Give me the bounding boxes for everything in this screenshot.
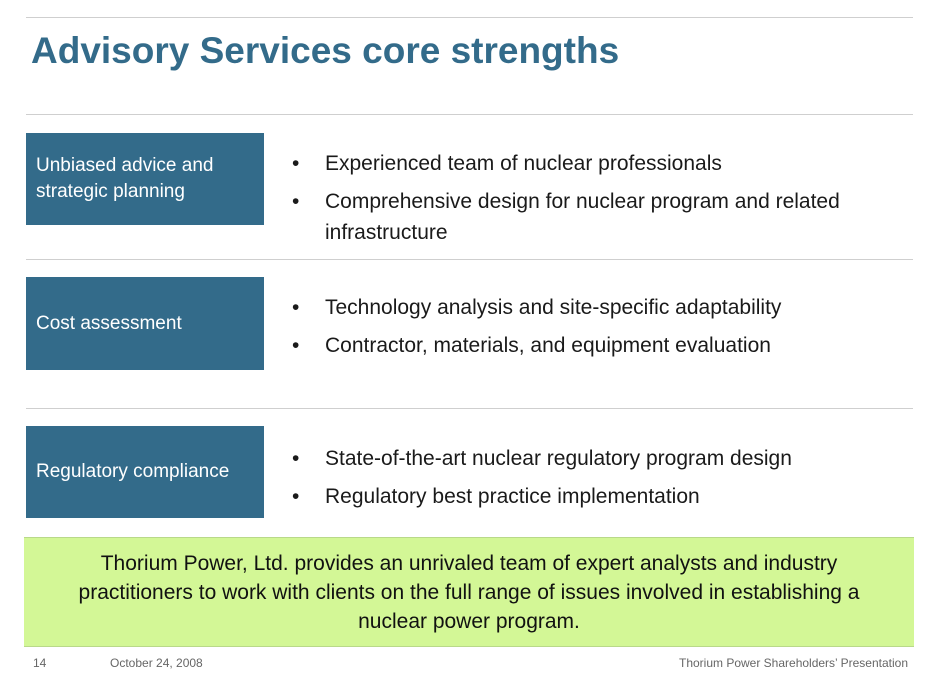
section-label-cost-assessment: Cost assessment — [26, 277, 264, 370]
summary-callout — [24, 537, 914, 647]
bullet-text: Contractor, materials, and equipment evaluation — [325, 334, 771, 357]
section-divider — [26, 408, 913, 409]
bullet-item — [290, 186, 890, 248]
section-divider — [26, 259, 913, 260]
bullet-dot: • — [292, 485, 300, 508]
bullet-text: Experienced team of nuclear professionals — [325, 152, 722, 175]
bullet-text: Comprehensive design for nuclear program and related infrastructure — [325, 190, 840, 244]
page-title: Advisory Services core strengths — [31, 30, 620, 71]
footer-date: October 24, 2008 — [110, 656, 203, 670]
bullet-dot: • — [292, 296, 300, 319]
bullet-text: State-of-the-art nuclear regulatory program design — [325, 447, 792, 470]
title-rule — [26, 114, 913, 115]
summary-callout-text: Thorium Power, Ltd. provides an unrivaled team of expert analysts and industry practitioners to work with clients on the full range of issues involved in establishing a nuclear power program. — [78, 551, 860, 633]
section-bullets-unbiased-advice — [290, 148, 890, 255]
section-bullets-regulatory-compliance — [290, 443, 890, 519]
bullet-item — [290, 443, 890, 474]
section-label-regulatory-compliance: Regulatory compliance — [26, 426, 264, 518]
bullet-dot: • — [292, 190, 300, 213]
bullet-item — [290, 292, 890, 323]
footer-presentation-title: Thorium Power Shareholders’ Presentation — [678, 656, 908, 670]
footer-page-number: 14 — [33, 656, 47, 670]
section-label-unbiased-advice: Unbiased advice and strategic planning — [26, 133, 264, 225]
bullet-dot: • — [292, 334, 300, 357]
bullet-text: Regulatory best practice implementation — [325, 485, 700, 508]
bullet-item — [290, 481, 890, 512]
top-rule — [26, 17, 913, 18]
bullet-dot: • — [292, 447, 300, 470]
bullet-text: Technology analysis and site-specific adaptability — [325, 296, 782, 319]
bullet-item — [290, 330, 890, 361]
section-bullets-cost-assessment — [290, 292, 890, 368]
bullet-item — [290, 148, 890, 179]
bullet-dot: • — [292, 152, 300, 175]
